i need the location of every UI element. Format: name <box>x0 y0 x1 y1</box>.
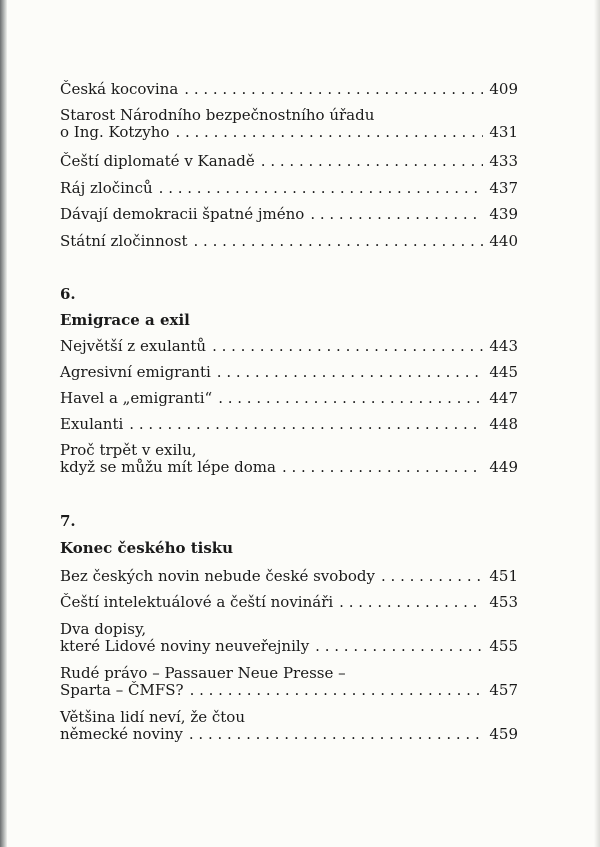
dot-leader <box>184 81 483 98</box>
dot-leader <box>129 416 483 433</box>
dot-leader <box>261 153 484 170</box>
toc-entry <box>60 621 518 655</box>
toc-entry-title: o Ing. Kotzyho <box>60 123 170 141</box>
dot-leader <box>159 180 484 197</box>
toc-entry <box>60 180 518 197</box>
dot-leader <box>381 568 483 585</box>
toc-entry <box>60 338 518 355</box>
dot-leader <box>189 726 483 743</box>
chapter-7-number: 7. <box>60 512 76 530</box>
toc-entry <box>60 81 518 98</box>
toc-entry-title: Čeští intelektuálové a čeští novináři <box>60 593 334 611</box>
toc-entry-title: Agresivní emigranti <box>60 363 211 381</box>
toc-entry-title: německé noviny <box>60 725 183 743</box>
chapter-6-number: 6. <box>60 285 76 303</box>
toc-entry <box>60 107 518 141</box>
toc-entry-page: 409 <box>489 80 518 98</box>
dot-leader <box>339 594 483 611</box>
toc-entry-title: které Lidové noviny neuveřejnily <box>60 637 310 655</box>
toc-entry <box>60 709 518 743</box>
toc-entry-title: Exulanti <box>60 415 124 433</box>
toc-entry <box>60 594 518 611</box>
toc-entry-page: 437 <box>489 179 518 197</box>
dot-leader <box>310 206 483 223</box>
page-edge-right <box>594 0 600 847</box>
toc-entry <box>60 665 518 699</box>
toc-entry <box>60 206 518 223</box>
toc-entry <box>60 416 518 433</box>
toc-entry-title: Bez českých novin nebude české svobody <box>60 567 375 585</box>
toc-entry-title: když se můžu mít lépe doma <box>60 458 276 476</box>
dot-leader <box>315 638 483 655</box>
toc-entry-page: 445 <box>489 363 518 381</box>
toc-entry-title: Dva dopisy, <box>60 620 147 638</box>
toc-entry-title: Rudé právo – Passauer Neue Presse – <box>60 664 346 682</box>
toc-entry <box>60 233 518 250</box>
dot-leader <box>212 338 483 355</box>
dot-leader <box>175 124 483 141</box>
toc-entry-page: 431 <box>489 123 518 141</box>
toc-entry-page: 448 <box>489 415 518 433</box>
toc-entry-page: 451 <box>489 567 518 585</box>
toc-entry-page: 453 <box>489 593 518 611</box>
toc-entry-title: Čeští diplomaté v Kanadě <box>60 152 255 170</box>
toc-entry <box>60 442 518 476</box>
toc-entry <box>60 568 518 585</box>
toc-entry-title: Havel a „emigranti“ <box>60 389 213 407</box>
dot-leader <box>190 682 484 699</box>
toc-entry <box>60 153 518 170</box>
toc-entry-title: Česká kocovina <box>60 80 179 98</box>
page-edge-left <box>0 0 7 847</box>
toc-entry <box>60 364 518 381</box>
toc-entry-page: 455 <box>489 637 518 655</box>
dot-leader <box>218 390 483 407</box>
toc-entry-page: 439 <box>489 205 518 223</box>
toc-entry-title: Největší z exulantů <box>60 337 207 355</box>
chapter-6-title: Emigrace a exil <box>60 311 190 329</box>
toc-entry-page: 433 <box>489 152 518 170</box>
toc-entry-page: 440 <box>489 232 518 250</box>
chapter-7-title: Konec českého tisku <box>60 539 234 557</box>
toc-entry-title: Sparta – ČMFS? <box>60 681 184 699</box>
toc-entry-title: Ráj zločinců <box>60 179 153 197</box>
toc-entry-title: Většina lidí neví, že čtou <box>60 708 246 726</box>
dot-leader <box>194 233 484 250</box>
toc-entry-title: Proč trpět v exilu, <box>60 441 197 459</box>
toc-entry <box>60 390 518 407</box>
dot-leader <box>282 459 483 476</box>
toc-entry-page: 449 <box>489 458 518 476</box>
toc-entry-page: 457 <box>489 681 518 699</box>
toc-entry-title: Státní zločinnost <box>60 232 188 250</box>
toc-entry-page: 443 <box>489 337 518 355</box>
toc-entry-page: 459 <box>489 725 518 743</box>
toc-entry-title: Starost Národního bezpečnostního úřadu <box>60 106 375 124</box>
dot-leader <box>217 364 484 381</box>
toc-entry-title: Dávají demokracii špatné jméno <box>60 205 305 223</box>
toc-entry-page: 447 <box>489 389 518 407</box>
